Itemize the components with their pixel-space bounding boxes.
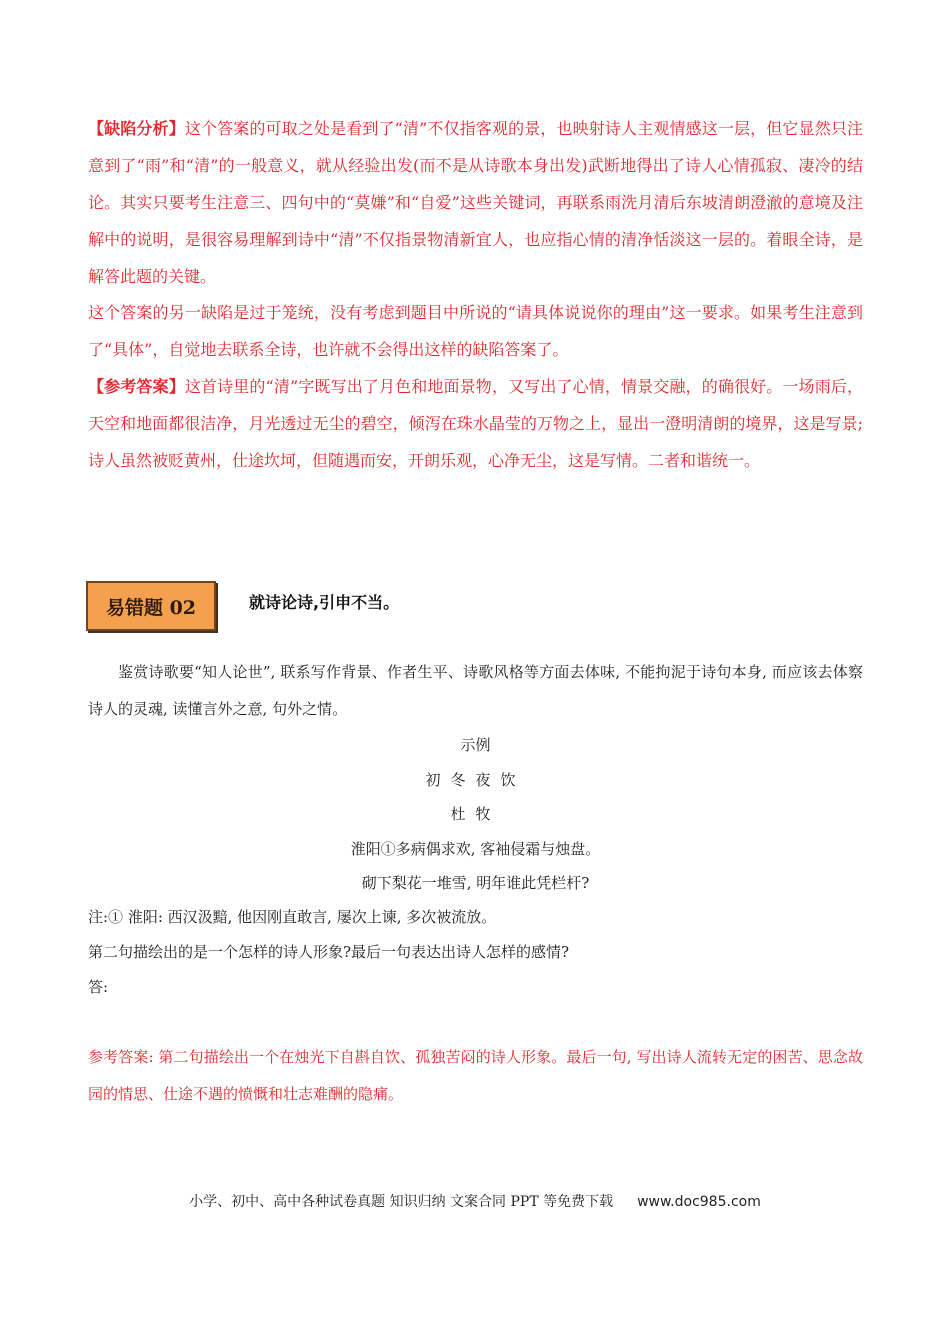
page-footer [0, 1191, 950, 1211]
defect-analysis-label: 【缺陷分析】 [88, 119, 185, 138]
poem-note: 注:① 淮阳: 西汉汲黯, 他因刚直敢言, 屡次上谏, 多次被流放。 [88, 908, 497, 926]
footer-text: 小学、初中、高中各种试卷真题 知识归纳 文案合同 PPT 等免费下载 [189, 1194, 614, 1210]
defect-analysis-text-2: 这个答案的另一缺陷是过于笼统，没有考虑到题目中所说的“请具体说说你的理由”这一要求。如果考生注意到了“具体”，自觉地去联系全诗，也许就不会得出这样的缺陷答案了。 [88, 303, 863, 359]
footer-site-link[interactable]: www.doc985.com [637, 1194, 761, 1210]
reference-answer-label: 【参考答案】 [88, 377, 185, 396]
defect-analysis-paragraph-2 [88, 294, 863, 368]
defect-analysis-text: 这个答案的可取之处是看到了“清”不仅指客观的景，也映射诗人主观情感这一层，但它显然只注意到了“雨”和“清”的一般意义，就从经验出发(而不是从诗歌本身出发)武断地得出了诗人心情孤寂、凄冷的结论。其实只要考生注意三、四句中的“莫嫌”和“自爱”这些关键词，再联系雨洗月清后东坡清朗澄澈的意境及注解中的说明，是很容易理解到诗中“清”不仅指景物清新宜人，也应指心情的清净恬淡这一层的。着眼全诗，是解答此题的关键。 [88, 119, 863, 286]
defect-analysis-paragraph [88, 110, 863, 295]
section-heading: 就诗论诗,引申不当。 [249, 593, 400, 612]
poem-line-1: 淮阳①多病偶求欢, 客袖侵霜与烛盘。 [350, 840, 601, 858]
answer-label: 答: [88, 978, 109, 996]
reference-answer-text: 这首诗里的“清”字既写出了月色和地面景物，又写出了心情，情景交融，的确很好。一场雨后，天空和地面都很洁净，月光透过无尘的碧空，倾泻在珠水晶莹的万物之上，显出一澄明清朗的境界，这是写景;诗人虽然被贬黄州，仕途坎坷，但随遇而安，开朗乐观，心净无尘，这是写情。二者和谐统一。 [88, 377, 863, 470]
poem-author: 杜牧 [450, 805, 501, 823]
reference-answer-paragraph [88, 368, 863, 479]
section-intro: 鉴赏诗歌要“知人论世”, 联系写作背景、作者生平、诗歌风格等方面去体味, 不能拘泥于诗句本身, 而应该去体察诗人的灵魂, 读懂言外之意, 句外之情。 [88, 663, 863, 718]
poem-title: 初冬夜饮 [425, 771, 526, 789]
example-label: 示例 [460, 736, 491, 754]
reference-answer-2: 参考答案: 第二句描绘出一个在烛光下自斟自饮、孤独苦闷的诗人形象。最后一句, 写出诗人流转无定的困苦、思念故园的情思、仕途不遇的愤慨和壮志难酬的隐痛。 [88, 1048, 863, 1103]
error-question-tag: 易错题 02 [86, 581, 216, 631]
poem-line-2: 砌下梨花一堆雪, 明年谁此凭栏杆? [361, 874, 590, 892]
question-text: 第二句描绘出的是一个怎样的诗人形象?最后一句表达出诗人怎样的感情? [88, 943, 570, 961]
